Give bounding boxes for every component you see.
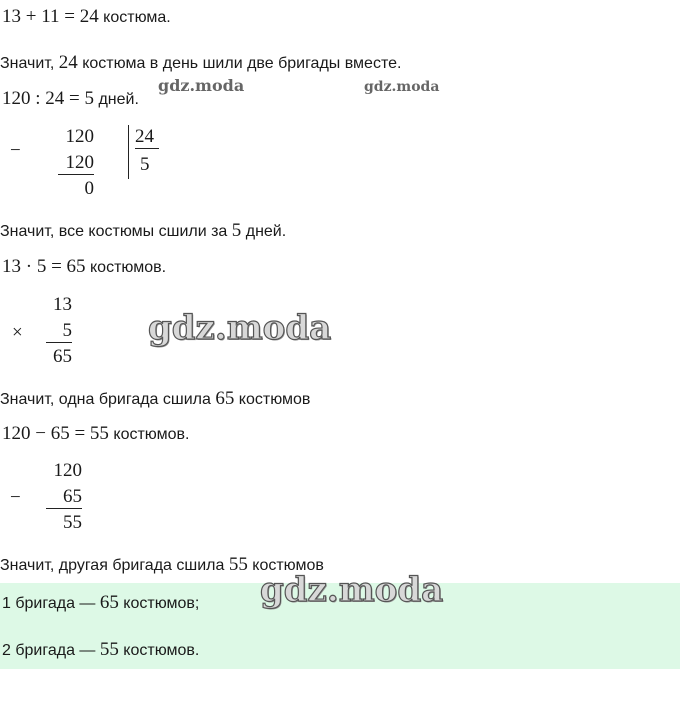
watermark-large-2: gdz.moda bbox=[260, 570, 444, 610]
answer-second-brigade bbox=[2, 639, 199, 661]
multiplication-a: 13 bbox=[53, 294, 72, 315]
division-remainder: 0 bbox=[84, 178, 94, 199]
equation-difference-text: костюмов. bbox=[108, 426, 190, 443]
statement-together bbox=[0, 52, 401, 74]
statement-second-brigade-text-a: Значит, другая бригада сшила bbox=[0, 557, 229, 574]
equation-difference bbox=[2, 423, 189, 445]
statement-second-brigade-math: 55 bbox=[228, 554, 248, 575]
division-dividend: 120 bbox=[65, 126, 94, 147]
statement-together-math: 24 bbox=[58, 52, 78, 73]
subtraction-a: 120 bbox=[53, 460, 82, 481]
equation-product bbox=[2, 256, 166, 278]
equation-sum-math: 13 + 11 = 24 bbox=[2, 6, 99, 27]
division-sign: − bbox=[10, 140, 21, 161]
statement-first-brigade-text-b: костюмов bbox=[234, 391, 311, 408]
equation-division-math: 120 : 24 = 5 bbox=[2, 88, 94, 109]
division-divisor: 24 bbox=[135, 126, 159, 149]
equation-division bbox=[2, 88, 139, 110]
statement-first-brigade-text-a: Значит, одна бригада сшила bbox=[0, 391, 216, 408]
answer-first-brigade-text-b: костюмов; bbox=[118, 595, 200, 612]
statement-first-brigade bbox=[0, 388, 310, 410]
division-quotient: 5 bbox=[140, 154, 150, 175]
answer-first-brigade bbox=[2, 592, 199, 614]
equation-sum-text: костюма. bbox=[98, 9, 171, 26]
answer-first-brigade-math: 65 bbox=[99, 592, 119, 613]
statement-days-text-a: Значит, все костюмы сшили за bbox=[0, 223, 232, 240]
statement-days bbox=[0, 220, 286, 242]
answer-first-brigade-text-a: 1 бригада — bbox=[2, 595, 100, 612]
multiplication-b: 5 bbox=[46, 320, 72, 343]
statement-together-text-b: костюма в день шили две бригады вместе. bbox=[77, 55, 402, 72]
statement-second-brigade-text-b: костюмов bbox=[247, 557, 324, 574]
equation-product-math: 13 · 5 = 65 bbox=[2, 256, 86, 277]
statement-days-math: 5 bbox=[231, 220, 242, 241]
equation-difference-math: 120 − 65 = 55 bbox=[2, 423, 109, 444]
statement-together-text-a: Значит, bbox=[0, 55, 59, 72]
watermark-large-1: gdz.moda bbox=[148, 308, 332, 348]
answer-second-brigade-text-b: костюмов. bbox=[118, 642, 200, 659]
equation-sum bbox=[2, 6, 171, 28]
equation-product-text: костюмов. bbox=[85, 259, 167, 276]
statement-first-brigade-math: 65 bbox=[215, 388, 235, 409]
answer-second-brigade-text-a: 2 бригада — bbox=[2, 642, 100, 659]
answer-second-brigade-math: 55 bbox=[99, 639, 119, 660]
subtraction-b: 65 bbox=[46, 486, 82, 509]
multiplication-sign: × bbox=[12, 322, 23, 343]
division-subtrahend: 120 bbox=[58, 152, 94, 175]
subtraction-result: 55 bbox=[63, 512, 82, 533]
statement-days-text-b: дней. bbox=[241, 223, 287, 240]
watermark-small-2: gdz.moda bbox=[364, 79, 440, 95]
watermark-small-1: gdz.moda bbox=[158, 76, 245, 95]
division-bar bbox=[128, 125, 129, 179]
subtraction-sign: − bbox=[10, 487, 21, 508]
multiplication-result: 65 bbox=[53, 346, 72, 367]
equation-division-text: дней. bbox=[94, 91, 139, 108]
